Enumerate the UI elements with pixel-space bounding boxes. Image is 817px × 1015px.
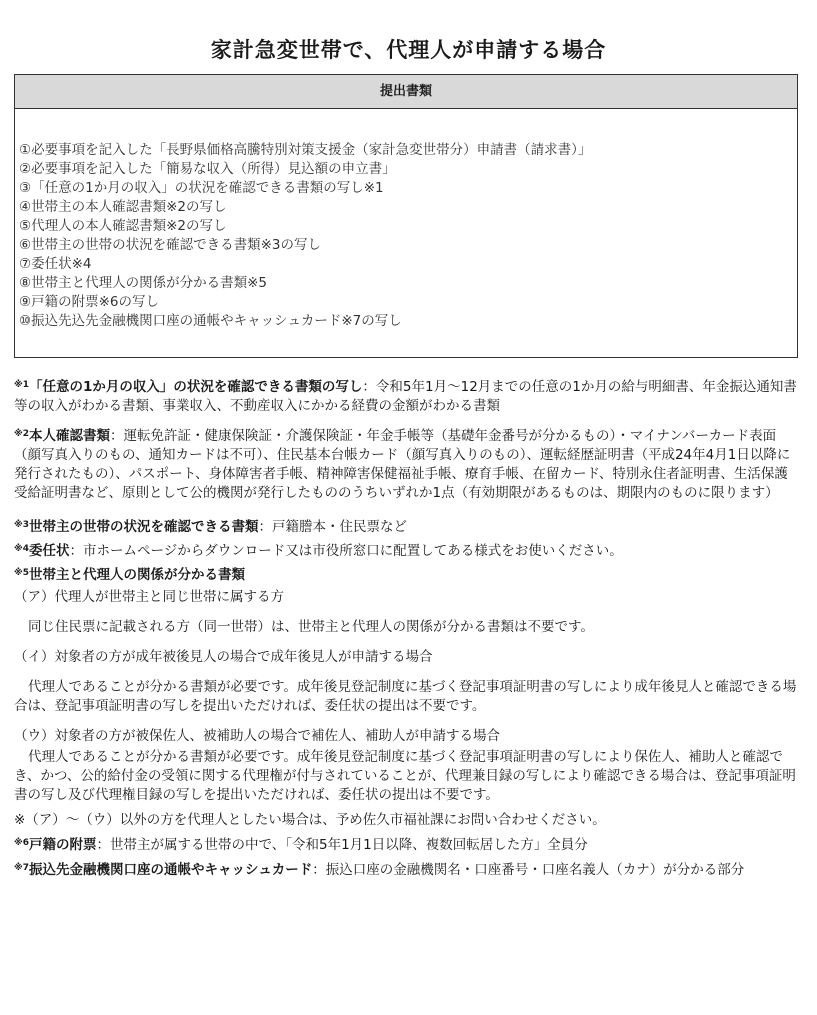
- note-title: 「任意の1か月の収入」の状況を確認できる書類の写し: [29, 379, 363, 395]
- note-5-a-heading: （ア）代理人が世帯主と同じ世帯に属する方: [14, 589, 284, 605]
- document-list: [15, 109, 797, 331]
- list-item: ⑦委任状※4: [19, 256, 92, 272]
- list-item: ④世帯主の本人確認書類※2の写し: [19, 199, 227, 215]
- note-mark: ※2: [14, 429, 30, 439]
- note-5-other: ※（ア）～（ウ）以外の方を代理人としたい場合は、予め佐久市福祉課にお問い合わせください。: [14, 812, 606, 828]
- list-item: ⑥世帯主の世帯の状況を確認できる書類※3の写し: [19, 237, 322, 253]
- box-header: 提出書類: [15, 75, 797, 109]
- list-item: ⑤代理人の本人確認書類※2の写し: [19, 218, 227, 234]
- note-title: 世帯主の世帯の状況を確認できる書類: [29, 519, 259, 535]
- note-title: 振込先金融機関口座の通帳やキャッシュカード: [29, 862, 313, 878]
- note-mark: ※3: [14, 520, 30, 530]
- note-title: 本人確認書類: [29, 428, 111, 444]
- note-5-i-body: 代理人であることが分かる書類が必要です。成年後見登記制度に基づく登記事項証明書の写しにより成年後見人と確認できる場合は、登記事項証明書の写しを提出いただければ、委任状の提出は不要です。: [14, 679, 797, 714]
- note-title: 戸籍の附票: [29, 837, 97, 853]
- note-mark: ※5: [14, 568, 30, 578]
- note-mark: ※4: [14, 544, 30, 554]
- note-text: ：運転免許証・健康保険証・介護保険証・年金手帳等（基礎年金番号が分かるもの）・マイナンバーカード表面（顔写真入りのもの、通知カードは不可）、住民基本台帳カード（顔写真入りのもの）、運転経歴証明書（平成24年4月1日以降に発行されたもの）、パスポート、身体障害者手帳、精神障害保健福祉手帳、療育手帳、在留カード、特別永住者証明書、生活保護受給証明書など、原則として公的機関が発行したもののうちいずれか1点（有効期限があるものは、期限内のものに限ります）: [14, 428, 791, 501]
- note-1: [14, 378, 798, 416]
- note-text: ：市ホームページからダウンロード又は市役所窓口に配置してある様式をお使いください。: [69, 543, 623, 559]
- note-mark: ※1: [14, 380, 30, 390]
- note-4: [14, 542, 798, 561]
- required-documents-box: [14, 74, 798, 358]
- note-title: 委任状: [29, 543, 70, 559]
- note-title: 世帯主と代理人の関係が分かる書類: [29, 567, 246, 583]
- note-text: ：世帯主が属する世帯の中で、「令和5年1月1日以降、複数回転居した方」全員分: [96, 837, 588, 853]
- note-text: ：振込口座の金融機関名・口座番号・口座名義人（カナ）が分かる部分: [312, 862, 745, 878]
- note-5-u-heading: （ウ）対象者の方が被保佐人、被補助人の場合で補佐人、補助人が申請する場合: [14, 728, 500, 744]
- page-title: 家計急変世帯で、代理人が申請する場合: [210, 38, 607, 62]
- note-6: [14, 836, 798, 855]
- note-2: [14, 427, 798, 503]
- note-text: ：戸籍謄本・住民票など: [258, 519, 408, 535]
- list-item: ⑩振込先込先金融機関口座の通帳やキャッシュカード※7の写し: [19, 313, 402, 329]
- list-item: ①必要事項を記入した「長野県価格高騰特別対策支援金（家計急変世帯分）申請書（請求書）」: [19, 142, 592, 158]
- notes-section: [14, 378, 798, 880]
- note-7: [14, 861, 798, 880]
- note-mark: ※7: [14, 863, 30, 873]
- list-item: ⑧世帯主と代理人の関係が分かる書類※5: [19, 275, 268, 291]
- note-3: [14, 518, 798, 537]
- note-mark: ※6: [14, 838, 30, 848]
- note-5-a-body: 同じ住民票に記載される方（同一世帯）は、世帯主と代理人の関係が分かる書類は不要です。: [28, 619, 594, 635]
- note-5-title: [14, 566, 798, 585]
- note-5-u-body: 代理人であることが分かる書類が必要です。成年後見登記制度に基づく登記事項証明書の写しにより保佐人、補助人と確認でき、かつ、公的給付金の受領に関する代理権が付与されていることが、代理兼目録の写しにより確認できる場合は、登記事項証明書の写し及び代理権目録の写しを提出いただければ、委任状の提出は不要です。: [14, 749, 796, 803]
- note-text: ：令和5年1月～12月までの任意の1か月の給与明細書、年金振込通知書等の収入がわかる書類、事業収入、不動産収入にかかる経費の金額がわかる書類: [14, 379, 797, 414]
- list-item: ③「任意の1か月の収入」の状況を確認できる書類の写し※1: [19, 180, 384, 196]
- note-5-i-heading: （イ）対象者の方が成年被後見人の場合で成年後見人が申請する場合: [14, 649, 433, 665]
- list-item: ⑨戸籍の附票※6の写し: [19, 294, 160, 310]
- list-item: ②必要事項を記入した「簡易な収入（所得）見込額の申立書」: [19, 161, 396, 177]
